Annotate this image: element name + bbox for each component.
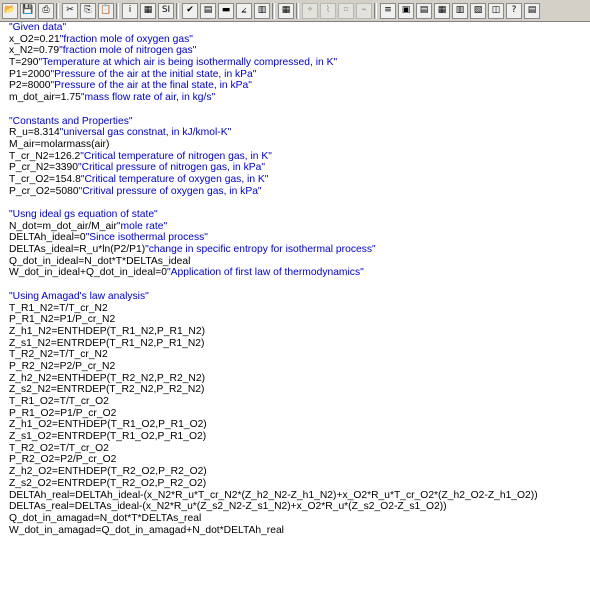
equation-code: x_O2=0.21 bbox=[9, 33, 60, 45]
parametric-table-icon[interactable]: ▦ bbox=[278, 3, 294, 19]
toolbar-separator bbox=[56, 3, 59, 19]
plot-window-4-icon[interactable]: ⌁ bbox=[356, 3, 372, 19]
equation-comment: "Critical pressure of nitrogen gas, in kPa" bbox=[77, 162, 266, 174]
equation-code: P_R2_O2=P2/P_cr_O2 bbox=[9, 454, 117, 466]
help-icon[interactable]: ? bbox=[506, 3, 522, 19]
equation-line[interactable] bbox=[9, 478, 590, 490]
equation-line[interactable] bbox=[9, 419, 590, 431]
equation-code: Z_s2_N2=ENTRDEP(T_R2_N2,P_R2_N2) bbox=[9, 384, 205, 396]
integral-table-icon[interactable]: ▧ bbox=[470, 3, 486, 19]
equation-code: T_R2_O2=T/T_cr_O2 bbox=[9, 442, 109, 454]
equation-code: DELTAh_ideal=0 bbox=[9, 232, 86, 244]
toolbar-separator bbox=[116, 3, 119, 19]
toolbar-separator bbox=[374, 3, 377, 19]
equation-code: DELTAs_real=DELTAs_ideal-(x_N2*R_u*(Z_s2_N2-Z_s1_N2)+x_O2*R_u*(Z_s2_O2-Z_s1_O2)) bbox=[9, 501, 447, 513]
equation-line[interactable] bbox=[9, 45, 590, 57]
plot-icon[interactable]: ⦤ bbox=[236, 3, 252, 19]
equation-code: Q_dot_in_amagad=N_dot*T*DELTAs_real bbox=[9, 512, 202, 524]
equation-line[interactable] bbox=[9, 232, 590, 244]
equation-line[interactable] bbox=[9, 92, 590, 104]
equation-line[interactable] bbox=[9, 338, 590, 350]
report-icon[interactable]: ▤ bbox=[524, 3, 540, 19]
equation-code: P_cr_N2=3390 bbox=[9, 162, 78, 174]
equation-line[interactable] bbox=[9, 267, 590, 279]
equation-code: P1=2000 bbox=[9, 68, 51, 80]
equation-code: P_R1_N2=P1/P_cr_N2 bbox=[9, 314, 116, 326]
equation-code: T=290 bbox=[9, 57, 39, 69]
diagram-window-icon[interactable]: ◫ bbox=[488, 3, 504, 19]
formatted-equations-icon[interactable]: ≡ bbox=[380, 3, 396, 19]
equation-line[interactable] bbox=[9, 454, 590, 466]
diagram-icon[interactable]: ▬ bbox=[218, 3, 234, 19]
equation-line[interactable] bbox=[9, 244, 590, 256]
equation-comment: "Critical temperature of oxygen gas, in K" bbox=[80, 173, 269, 185]
table-icon[interactable]: ▦ bbox=[140, 3, 156, 19]
equation-comment: "Pressure of the air at the final state, in kPa" bbox=[50, 80, 252, 92]
blank-line[interactable] bbox=[9, 104, 590, 116]
equation-code: T_R1_N2=T/T_cr_N2 bbox=[9, 302, 108, 314]
equation-comment: "mass flow rate of air, in kg/s" bbox=[80, 92, 216, 104]
equation-comment: "Since isothermal process" bbox=[85, 232, 208, 244]
equation-comment: "Pressure of the air at the initial state, in kPa" bbox=[50, 68, 257, 80]
equation-comment: "mole rate" bbox=[116, 220, 168, 232]
equation-line[interactable] bbox=[9, 361, 590, 373]
section-heading[interactable] bbox=[9, 22, 590, 34]
unit-system-icon[interactable]: SI bbox=[158, 3, 174, 19]
toolbar-separator bbox=[296, 3, 299, 19]
equation-line[interactable] bbox=[9, 525, 590, 537]
residuals-window-icon[interactable]: ▤ bbox=[416, 3, 432, 19]
equation-line[interactable] bbox=[9, 431, 590, 443]
section-heading[interactable] bbox=[9, 116, 590, 128]
section-heading[interactable] bbox=[9, 291, 590, 303]
equation-comment: "Temperature at which air is being isothermally compressed, in K" bbox=[38, 57, 338, 69]
equations-window[interactable] bbox=[0, 22, 590, 599]
equation-line[interactable] bbox=[9, 303, 590, 315]
equation-line[interactable] bbox=[9, 151, 590, 163]
open-folder-icon[interactable]: 📂 bbox=[2, 3, 18, 19]
equation-comment: "Using Amagad's law analysis" bbox=[9, 290, 149, 302]
equation-line[interactable] bbox=[9, 314, 590, 326]
equation-code: P_R1_O2=P1/P_cr_O2 bbox=[9, 407, 117, 419]
equation-code: T_R2_N2=T/T_cr_N2 bbox=[9, 349, 108, 361]
equation-code: Z_s2_O2=ENTRDEP(T_R2_O2,P_R2_O2) bbox=[9, 477, 207, 489]
equation-line[interactable] bbox=[9, 174, 590, 186]
equation-code: Z_h1_N2=ENTHDEP(T_R1_N2,P_R1_N2) bbox=[9, 325, 206, 337]
equation-code: x_N2=0.79 bbox=[9, 45, 60, 57]
equation-comment: "Critival pressure of oxygen gas, in kPa" bbox=[78, 185, 262, 197]
equation-line[interactable] bbox=[9, 34, 590, 46]
equation-comment: "fraction mole of nitrogen gas" bbox=[59, 45, 197, 57]
equation-code: Z_h2_N2=ENTHDEP(T_R2_N2,P_R2_N2) bbox=[9, 372, 206, 384]
equation-line[interactable] bbox=[9, 127, 590, 139]
equation-comment: "change in specific entropy for isothermal process" bbox=[145, 244, 376, 256]
equation-line[interactable] bbox=[9, 490, 590, 502]
toolbar bbox=[0, 0, 590, 22]
toolbar-separator bbox=[272, 3, 275, 19]
lookup-table-icon[interactable]: ▥ bbox=[452, 3, 468, 19]
equation-line[interactable] bbox=[9, 57, 590, 69]
equation-line[interactable] bbox=[9, 349, 590, 361]
save-icon[interactable]: 💾 bbox=[20, 3, 36, 19]
equation-code: DELTAh_real=DELTAh_ideal-(x_N2*R_u*T_cr_N2*(Z_h2_N2-Z_h1_N2)+x_O2*R_u*T_cr_O2*(Z_h2_O2-Z_h1_O2)) bbox=[9, 489, 538, 501]
equation-line[interactable] bbox=[9, 256, 590, 268]
arrays-window-icon[interactable]: ▦ bbox=[434, 3, 450, 19]
equation-line[interactable] bbox=[9, 466, 590, 478]
equation-line[interactable] bbox=[9, 443, 590, 455]
equation-code: P_R2_N2=P2/P_cr_N2 bbox=[9, 360, 116, 372]
blank-line[interactable] bbox=[9, 279, 590, 291]
solution-window-icon[interactable]: ▣ bbox=[398, 3, 414, 19]
equation-code: N_dot=m_dot_air/M_air bbox=[9, 220, 117, 232]
calculator-icon[interactable]: ▤ bbox=[200, 3, 216, 19]
information-icon[interactable]: i bbox=[122, 3, 138, 19]
cut-icon[interactable]: ✂ bbox=[62, 3, 78, 19]
equation-comment: "Given data" bbox=[9, 22, 67, 33]
equation-line[interactable] bbox=[9, 162, 590, 174]
equation-code: W_dot_in_amagad=Q_dot_in_amagad+N_dot*DELTAh_real bbox=[9, 524, 284, 536]
equation-code: R_u=8.314 bbox=[9, 127, 60, 139]
plot-window-2-icon[interactable]: ⌇ bbox=[320, 3, 336, 19]
equation-line[interactable] bbox=[9, 396, 590, 408]
toolbar-separator bbox=[176, 3, 179, 19]
equation-code: Z_s1_N2=ENTRDEP(T_R1_N2,P_R1_N2) bbox=[9, 337, 205, 349]
equation-line[interactable] bbox=[9, 186, 590, 198]
equation-code: Z_s1_O2=ENTRDEP(T_R1_O2,P_R1_O2) bbox=[9, 431, 207, 443]
equation-line[interactable] bbox=[9, 139, 590, 151]
equation-code: P_cr_O2=5080 bbox=[9, 185, 79, 197]
equation-code: T_R1_O2=T/T_cr_O2 bbox=[9, 396, 109, 407]
equation-comment: "universal gas constnat, in kJ/kmol-K" bbox=[59, 127, 232, 139]
equation-comment: "Usng ideal gs equation of state" bbox=[9, 209, 158, 220]
equation-line[interactable] bbox=[9, 80, 590, 92]
equation-line[interactable] bbox=[9, 221, 590, 233]
equation-line[interactable] bbox=[9, 69, 590, 81]
plot-window-3-icon[interactable]: ⌗ bbox=[338, 3, 354, 19]
check-mark-icon[interactable]: ✔ bbox=[182, 3, 198, 19]
equation-code: Z_h1_O2=ENTHDEP(T_R1_O2,P_R1_O2) bbox=[9, 419, 207, 431]
paste-icon[interactable]: 📋 bbox=[98, 3, 114, 19]
equation-comment: "fraction mole of oxygen gas" bbox=[59, 33, 193, 45]
equation-code: m_dot_air=1.75 bbox=[9, 92, 81, 104]
print-icon[interactable]: ⎙ bbox=[38, 3, 54, 19]
equation-line[interactable] bbox=[9, 384, 590, 396]
equation-line[interactable] bbox=[9, 501, 590, 513]
copy-icon[interactable]: ⎘ bbox=[80, 3, 96, 19]
equation-comment: "Application of first law of thermodynamics" bbox=[167, 267, 364, 279]
equation-line[interactable] bbox=[9, 408, 590, 420]
equation-line[interactable] bbox=[9, 326, 590, 338]
equation-line[interactable] bbox=[9, 513, 590, 525]
equation-code: W_dot_in_ideal+Q_dot_in_ideal=0 bbox=[9, 267, 168, 279]
equation-line[interactable] bbox=[9, 373, 590, 385]
equation-code: P2=8000 bbox=[9, 80, 51, 92]
equation-code: M_air=molarmass(air) bbox=[9, 138, 110, 150]
solve-table-icon[interactable]: ▥ bbox=[254, 3, 270, 19]
blank-line[interactable] bbox=[9, 197, 590, 209]
equation-code: Z_h2_O2=ENTHDEP(T_R2_O2,P_R2_O2) bbox=[9, 466, 207, 478]
equation-code: T_cr_N2=126.2 bbox=[9, 150, 81, 162]
equation-code: DELTAs_ideal=R_u*ln(P2/P1) bbox=[9, 244, 146, 256]
plot-window-1-icon[interactable]: ⌖ bbox=[302, 3, 318, 19]
equation-comment: "Constants and Properties" bbox=[9, 115, 133, 127]
equation-comment: "Critical temperature of nitrogen gas, in K" bbox=[80, 150, 272, 162]
section-heading[interactable] bbox=[9, 209, 590, 221]
equation-code: Q_dot_in_ideal=N_dot*T*DELTAs_ideal bbox=[9, 255, 191, 267]
equation-code: T_cr_O2=154.8 bbox=[9, 173, 81, 185]
